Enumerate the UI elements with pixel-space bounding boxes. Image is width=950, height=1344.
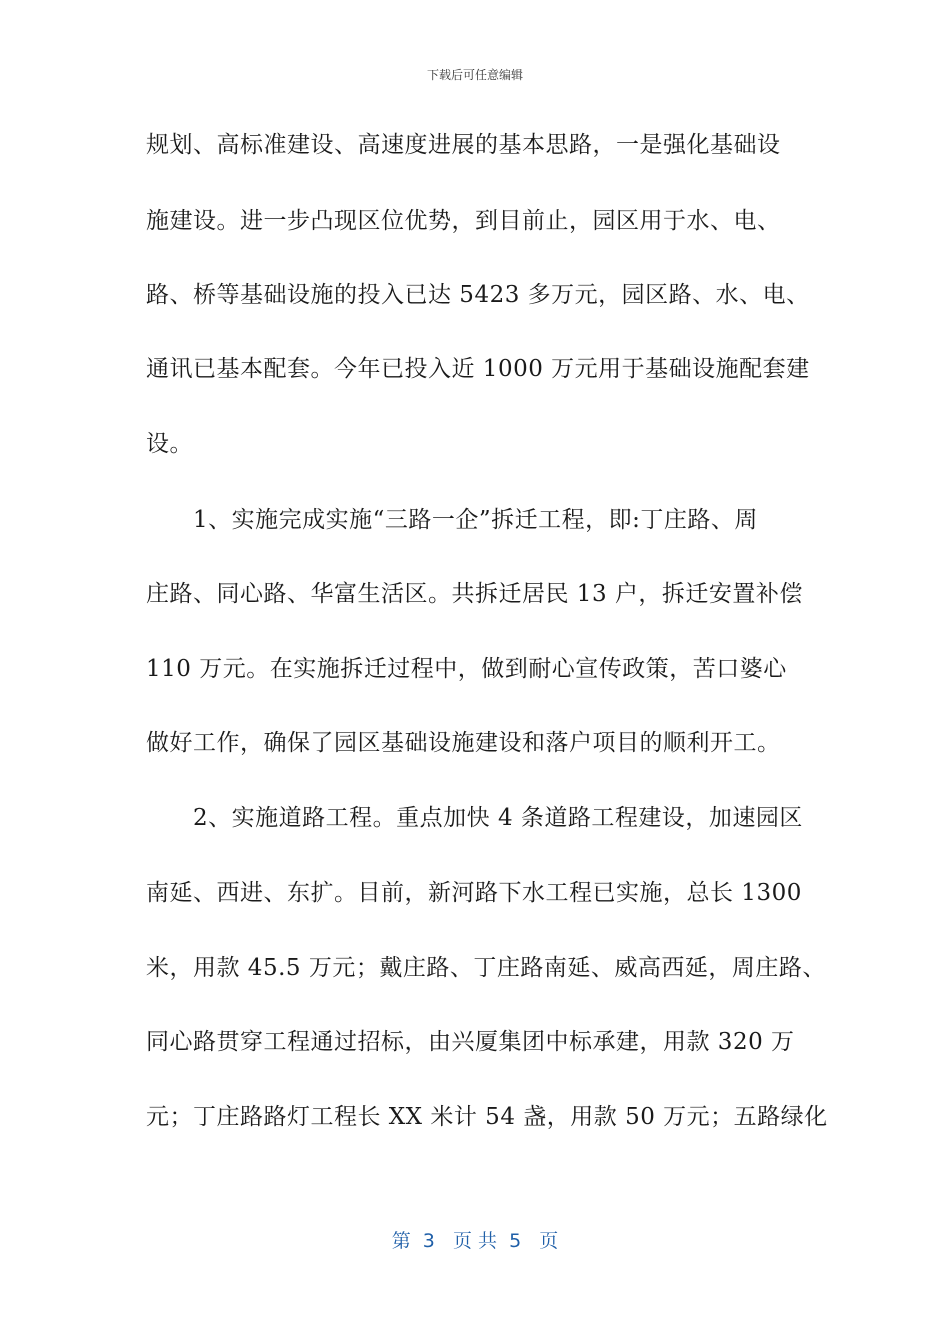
body-line: 规划、高标准建设、高速度进展的基本思路，一是强化基础设 [146, 132, 781, 158]
body-line: 南延、西进、东扩。目前，新河路下水工程已实施，总长 1300 [146, 880, 802, 906]
page-header: 下载后可任意编辑 [426, 68, 523, 82]
body-line: 2、实施道路工程。重点加快 4 条道路工程建设，加速园区 [193, 805, 803, 831]
body-line: 通讯已基本配套。今年已投入近 1000 万元用于基础设施配套建 [146, 356, 810, 382]
body-line: 元；丁庄路路灯工程长 XX 米计 54 盏，用款 50 万元；五路绿化 [146, 1104, 828, 1130]
body-line: 1、实施完成实施“三路一企”拆迁工程，即:丁庄路、周 [193, 507, 758, 533]
body-line: 110 万元。在实施拆迁过程中，做到耐心宣传政策，苦口婆心 [146, 656, 787, 682]
body-line: 米，用款 45.5 万元；戴庄路、丁庄路南延、威高西延，周庄路、 [146, 955, 826, 981]
page-footer: 第 3 页 共 5 页 [391, 1230, 559, 1252]
body-line: 施建设。进一步凸现区位优势，到目前止，园区用于水、电、 [146, 208, 781, 234]
body-line: 设。 [146, 431, 193, 457]
body-line: 同心路贯穿工程通过招标，由兴厦集团中标承建，用款 320 万 [146, 1029, 795, 1055]
body-line: 庄路、同心路、华富生活区。共拆迁居民 13 户，拆迁安置补偿 [146, 581, 803, 607]
body-line: 做好工作，确保了园区基础设施建设和落户项目的顺利开工。 [146, 730, 781, 756]
body-line: 路、桥等基础设施的投入已达 5423 多万元，园区路、水、电、 [146, 282, 810, 308]
